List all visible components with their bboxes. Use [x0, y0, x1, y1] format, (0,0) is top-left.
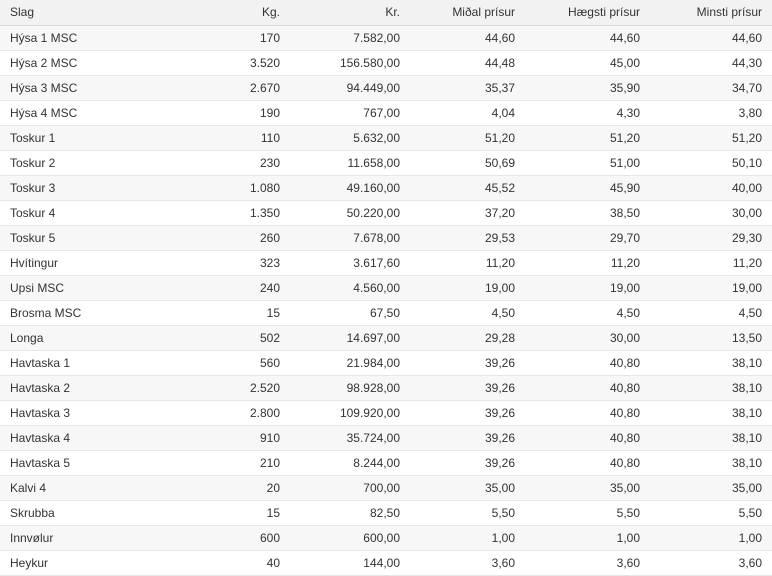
cell-slag: Havtaska 5	[0, 451, 185, 476]
cell-minsti: 4,50	[650, 301, 772, 326]
cell-midal: 37,20	[410, 201, 525, 226]
cell-kr: 49.160,00	[290, 176, 410, 201]
table-row	[0, 426, 772, 451]
cell-kg: 240	[185, 276, 290, 301]
cell-haegsti: 40,80	[525, 426, 650, 451]
cell-midal: 39,26	[410, 401, 525, 426]
table-row	[0, 76, 772, 101]
cell-kr: 8.244,00	[290, 451, 410, 476]
table-row	[0, 301, 772, 326]
cell-slag: Havtaska 3	[0, 401, 185, 426]
cell-slag: Innvølur	[0, 526, 185, 551]
cell-haegsti: 19,00	[525, 276, 650, 301]
table-row	[0, 176, 772, 201]
cell-kr: 767,00	[290, 101, 410, 126]
table-row	[0, 526, 772, 551]
column-header-midal[interactable]: Miðal prísur	[410, 0, 525, 26]
cell-haegsti: 40,80	[525, 351, 650, 376]
cell-kg: 1.350	[185, 201, 290, 226]
cell-haegsti: 40,80	[525, 451, 650, 476]
table-row	[0, 476, 772, 501]
cell-midal: 3,60	[410, 551, 525, 576]
table-row	[0, 51, 772, 76]
cell-midal: 51,20	[410, 126, 525, 151]
cell-midal: 44,60	[410, 26, 525, 51]
cell-slag: Hýsa 4 MSC	[0, 101, 185, 126]
cell-slag: Kalvi 4	[0, 476, 185, 501]
cell-haegsti: 45,90	[525, 176, 650, 201]
cell-midal: 39,26	[410, 376, 525, 401]
cell-kg: 170	[185, 26, 290, 51]
table-row	[0, 551, 772, 576]
column-header-kg[interactable]: Kg.	[185, 0, 290, 26]
cell-minsti: 29,30	[650, 226, 772, 251]
cell-midal: 29,53	[410, 226, 525, 251]
table-row	[0, 26, 772, 51]
cell-kr: 98.928,00	[290, 376, 410, 401]
cell-slag: Hvítingur	[0, 251, 185, 276]
cell-slag: Hýsa 1 MSC	[0, 26, 185, 51]
table-row	[0, 326, 772, 351]
cell-kg: 20	[185, 476, 290, 501]
cell-kr: 35.724,00	[290, 426, 410, 451]
cell-kg: 2.670	[185, 76, 290, 101]
cell-haegsti: 30,00	[525, 326, 650, 351]
cell-minsti: 51,20	[650, 126, 772, 151]
cell-slag: Havtaska 1	[0, 351, 185, 376]
cell-kr: 67,50	[290, 301, 410, 326]
cell-kg: 230	[185, 151, 290, 176]
cell-slag: Havtaska 2	[0, 376, 185, 401]
cell-kr: 144,00	[290, 551, 410, 576]
cell-haegsti: 1,00	[525, 526, 650, 551]
cell-minsti: 5,50	[650, 501, 772, 526]
cell-kr: 700,00	[290, 476, 410, 501]
table-row	[0, 376, 772, 401]
cell-minsti: 11,20	[650, 251, 772, 276]
cell-minsti: 34,70	[650, 76, 772, 101]
cell-kg: 1.080	[185, 176, 290, 201]
table-row	[0, 101, 772, 126]
cell-slag: Toskur 4	[0, 201, 185, 226]
column-header-kr[interactable]: Kr.	[290, 0, 410, 26]
cell-haegsti: 40,80	[525, 401, 650, 426]
cell-midal: 4,04	[410, 101, 525, 126]
cell-minsti: 40,00	[650, 176, 772, 201]
table-row	[0, 501, 772, 526]
cell-midal: 44,48	[410, 51, 525, 76]
cell-kr: 14.697,00	[290, 326, 410, 351]
table-header-row	[0, 0, 772, 26]
cell-kr: 3.617,60	[290, 251, 410, 276]
cell-slag: Toskur 2	[0, 151, 185, 176]
cell-kg: 15	[185, 301, 290, 326]
cell-kr: 50.220,00	[290, 201, 410, 226]
cell-haegsti: 4,50	[525, 301, 650, 326]
cell-minsti: 1,00	[650, 526, 772, 551]
cell-kg: 2.520	[185, 376, 290, 401]
cell-midal: 5,50	[410, 501, 525, 526]
cell-midal: 4,50	[410, 301, 525, 326]
cell-slag: Toskur 1	[0, 126, 185, 151]
cell-kg: 15	[185, 501, 290, 526]
cell-midal: 39,26	[410, 451, 525, 476]
cell-kg: 260	[185, 226, 290, 251]
cell-kg: 600	[185, 526, 290, 551]
table-body	[0, 26, 772, 576]
cell-kg: 190	[185, 101, 290, 126]
cell-haegsti: 45,00	[525, 51, 650, 76]
cell-midal: 39,26	[410, 426, 525, 451]
cell-slag: Brosma MSC	[0, 301, 185, 326]
cell-slag: Hýsa 2 MSC	[0, 51, 185, 76]
cell-kg: 110	[185, 126, 290, 151]
cell-minsti: 30,00	[650, 201, 772, 226]
cell-minsti: 3,80	[650, 101, 772, 126]
cell-kr: 82,50	[290, 501, 410, 526]
cell-midal: 35,37	[410, 76, 525, 101]
cell-minsti: 3,60	[650, 551, 772, 576]
cell-kg: 40	[185, 551, 290, 576]
cell-haegsti: 29,70	[525, 226, 650, 251]
cell-haegsti: 51,00	[525, 151, 650, 176]
cell-haegsti: 51,20	[525, 126, 650, 151]
column-header-haegsti[interactable]: Hægsti prísur	[525, 0, 650, 26]
cell-haegsti: 38,50	[525, 201, 650, 226]
cell-kg: 502	[185, 326, 290, 351]
cell-haegsti: 35,00	[525, 476, 650, 501]
cell-minsti: 44,60	[650, 26, 772, 51]
cell-haegsti: 35,90	[525, 76, 650, 101]
cell-kg: 3.520	[185, 51, 290, 76]
cell-midal: 50,69	[410, 151, 525, 176]
cell-slag: Skrubba	[0, 501, 185, 526]
table-row	[0, 126, 772, 151]
cell-minsti: 38,10	[650, 351, 772, 376]
column-header-minsti[interactable]: Minsti prísur	[650, 0, 772, 26]
cell-kr: 4.560,00	[290, 276, 410, 301]
cell-minsti: 19,00	[650, 276, 772, 301]
cell-slag: Hýsa 3 MSC	[0, 76, 185, 101]
cell-slag: Toskur 5	[0, 226, 185, 251]
cell-slag: Toskur 3	[0, 176, 185, 201]
table-row	[0, 251, 772, 276]
table-row	[0, 401, 772, 426]
cell-kr: 7.582,00	[290, 26, 410, 51]
cell-haegsti: 4,30	[525, 101, 650, 126]
cell-minsti: 38,10	[650, 451, 772, 476]
cell-midal: 29,28	[410, 326, 525, 351]
cell-kr: 94.449,00	[290, 76, 410, 101]
cell-haegsti: 40,80	[525, 376, 650, 401]
cell-midal: 39,26	[410, 351, 525, 376]
cell-minsti: 38,10	[650, 401, 772, 426]
cell-minsti: 35,00	[650, 476, 772, 501]
column-header-slag[interactable]: Slag	[0, 0, 185, 26]
table-row	[0, 351, 772, 376]
cell-slag: Heykur	[0, 551, 185, 576]
cell-kr: 7.678,00	[290, 226, 410, 251]
cell-midal: 19,00	[410, 276, 525, 301]
cell-slag: Longa	[0, 326, 185, 351]
cell-kr: 5.632,00	[290, 126, 410, 151]
cell-haegsti: 11,20	[525, 251, 650, 276]
cell-minsti: 38,10	[650, 426, 772, 451]
cell-kr: 600,00	[290, 526, 410, 551]
cell-midal: 11,20	[410, 251, 525, 276]
cell-haegsti: 5,50	[525, 501, 650, 526]
table-header	[0, 0, 772, 26]
cell-kg: 323	[185, 251, 290, 276]
cell-kr: 109.920,00	[290, 401, 410, 426]
cell-minsti: 13,50	[650, 326, 772, 351]
cell-midal: 1,00	[410, 526, 525, 551]
cell-midal: 45,52	[410, 176, 525, 201]
cell-kg: 910	[185, 426, 290, 451]
cell-kg: 560	[185, 351, 290, 376]
cell-minsti: 44,30	[650, 51, 772, 76]
cell-kg: 210	[185, 451, 290, 476]
table-row	[0, 151, 772, 176]
cell-haegsti: 3,60	[525, 551, 650, 576]
cell-kr: 11.658,00	[290, 151, 410, 176]
table-row	[0, 276, 772, 301]
cell-kg: 2.800	[185, 401, 290, 426]
table-row	[0, 451, 772, 476]
cell-minsti: 50,10	[650, 151, 772, 176]
cell-slag: Upsi MSC	[0, 276, 185, 301]
table-row	[0, 226, 772, 251]
cell-kr: 21.984,00	[290, 351, 410, 376]
cell-midal: 35,00	[410, 476, 525, 501]
cell-kr: 156.580,00	[290, 51, 410, 76]
cell-slag: Havtaska 4	[0, 426, 185, 451]
cell-haegsti: 44,60	[525, 26, 650, 51]
table-row	[0, 201, 772, 226]
cell-minsti: 38,10	[650, 376, 772, 401]
